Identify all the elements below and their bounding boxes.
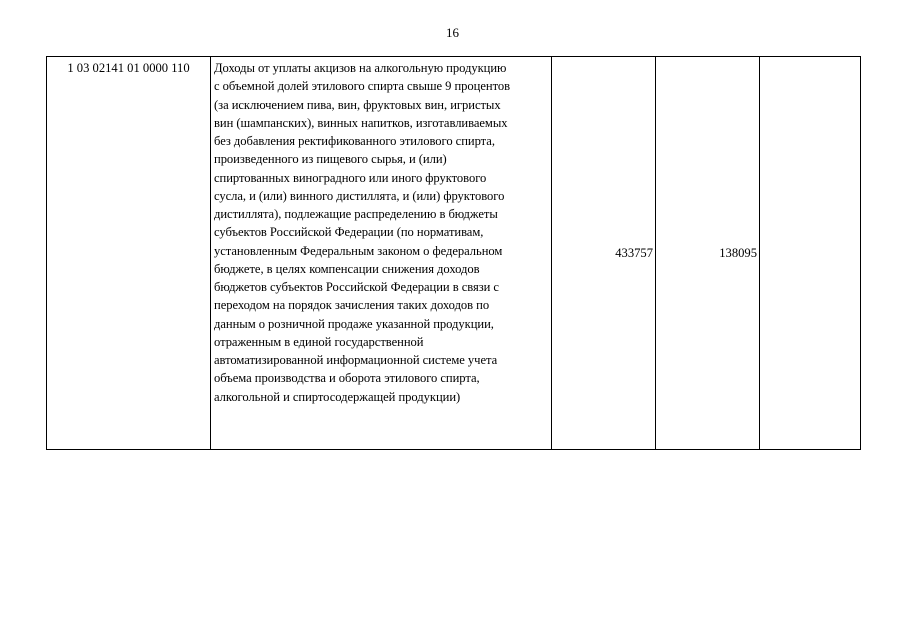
revenue-description-text: Доходы от уплаты акцизов на алкогольную продукцию с объемной долей этилового спирта свыше 9 процентов (за исключением пива, вин, фруктовых вин, игристых вин (шампанских), винных напитков, изготавливаемых без добавления ректификованного этилового спирта, произведенного из пищевого сырья, и (или) спиртованных виноградного или иного фруктового сусла, и (или) винного дистиллята, и (или) фруктового дистиллята), подлежащие распределению в бюджеты субъектов Российской Федерации (по нормативам, установленным Федеральным законом о федеральном бюджете, в целях компенсации снижения доходов бюджетов субъектов Российской Федерации в связи с переходом на порядок зачисления таких доходов по данным о розничной продаже указанной продукции, отраженным в единой государственной автоматизированной информационной системе учета объема производства и оборота этилового спирта, алкогольной и спиртосодержащей продукции) (214, 61, 511, 404)
amount-cell-1: 433757 (552, 57, 656, 450)
budget-revenue-table (46, 56, 861, 450)
revenue-code-cell: 1 03 02141 01 0000 110 (47, 57, 211, 450)
amount-cell-2: 138095 (656, 57, 760, 450)
page-number: 16 (446, 25, 459, 40)
table-row (47, 57, 861, 450)
revenue-description-cell (211, 57, 552, 450)
amount-cell-3 (760, 57, 861, 450)
